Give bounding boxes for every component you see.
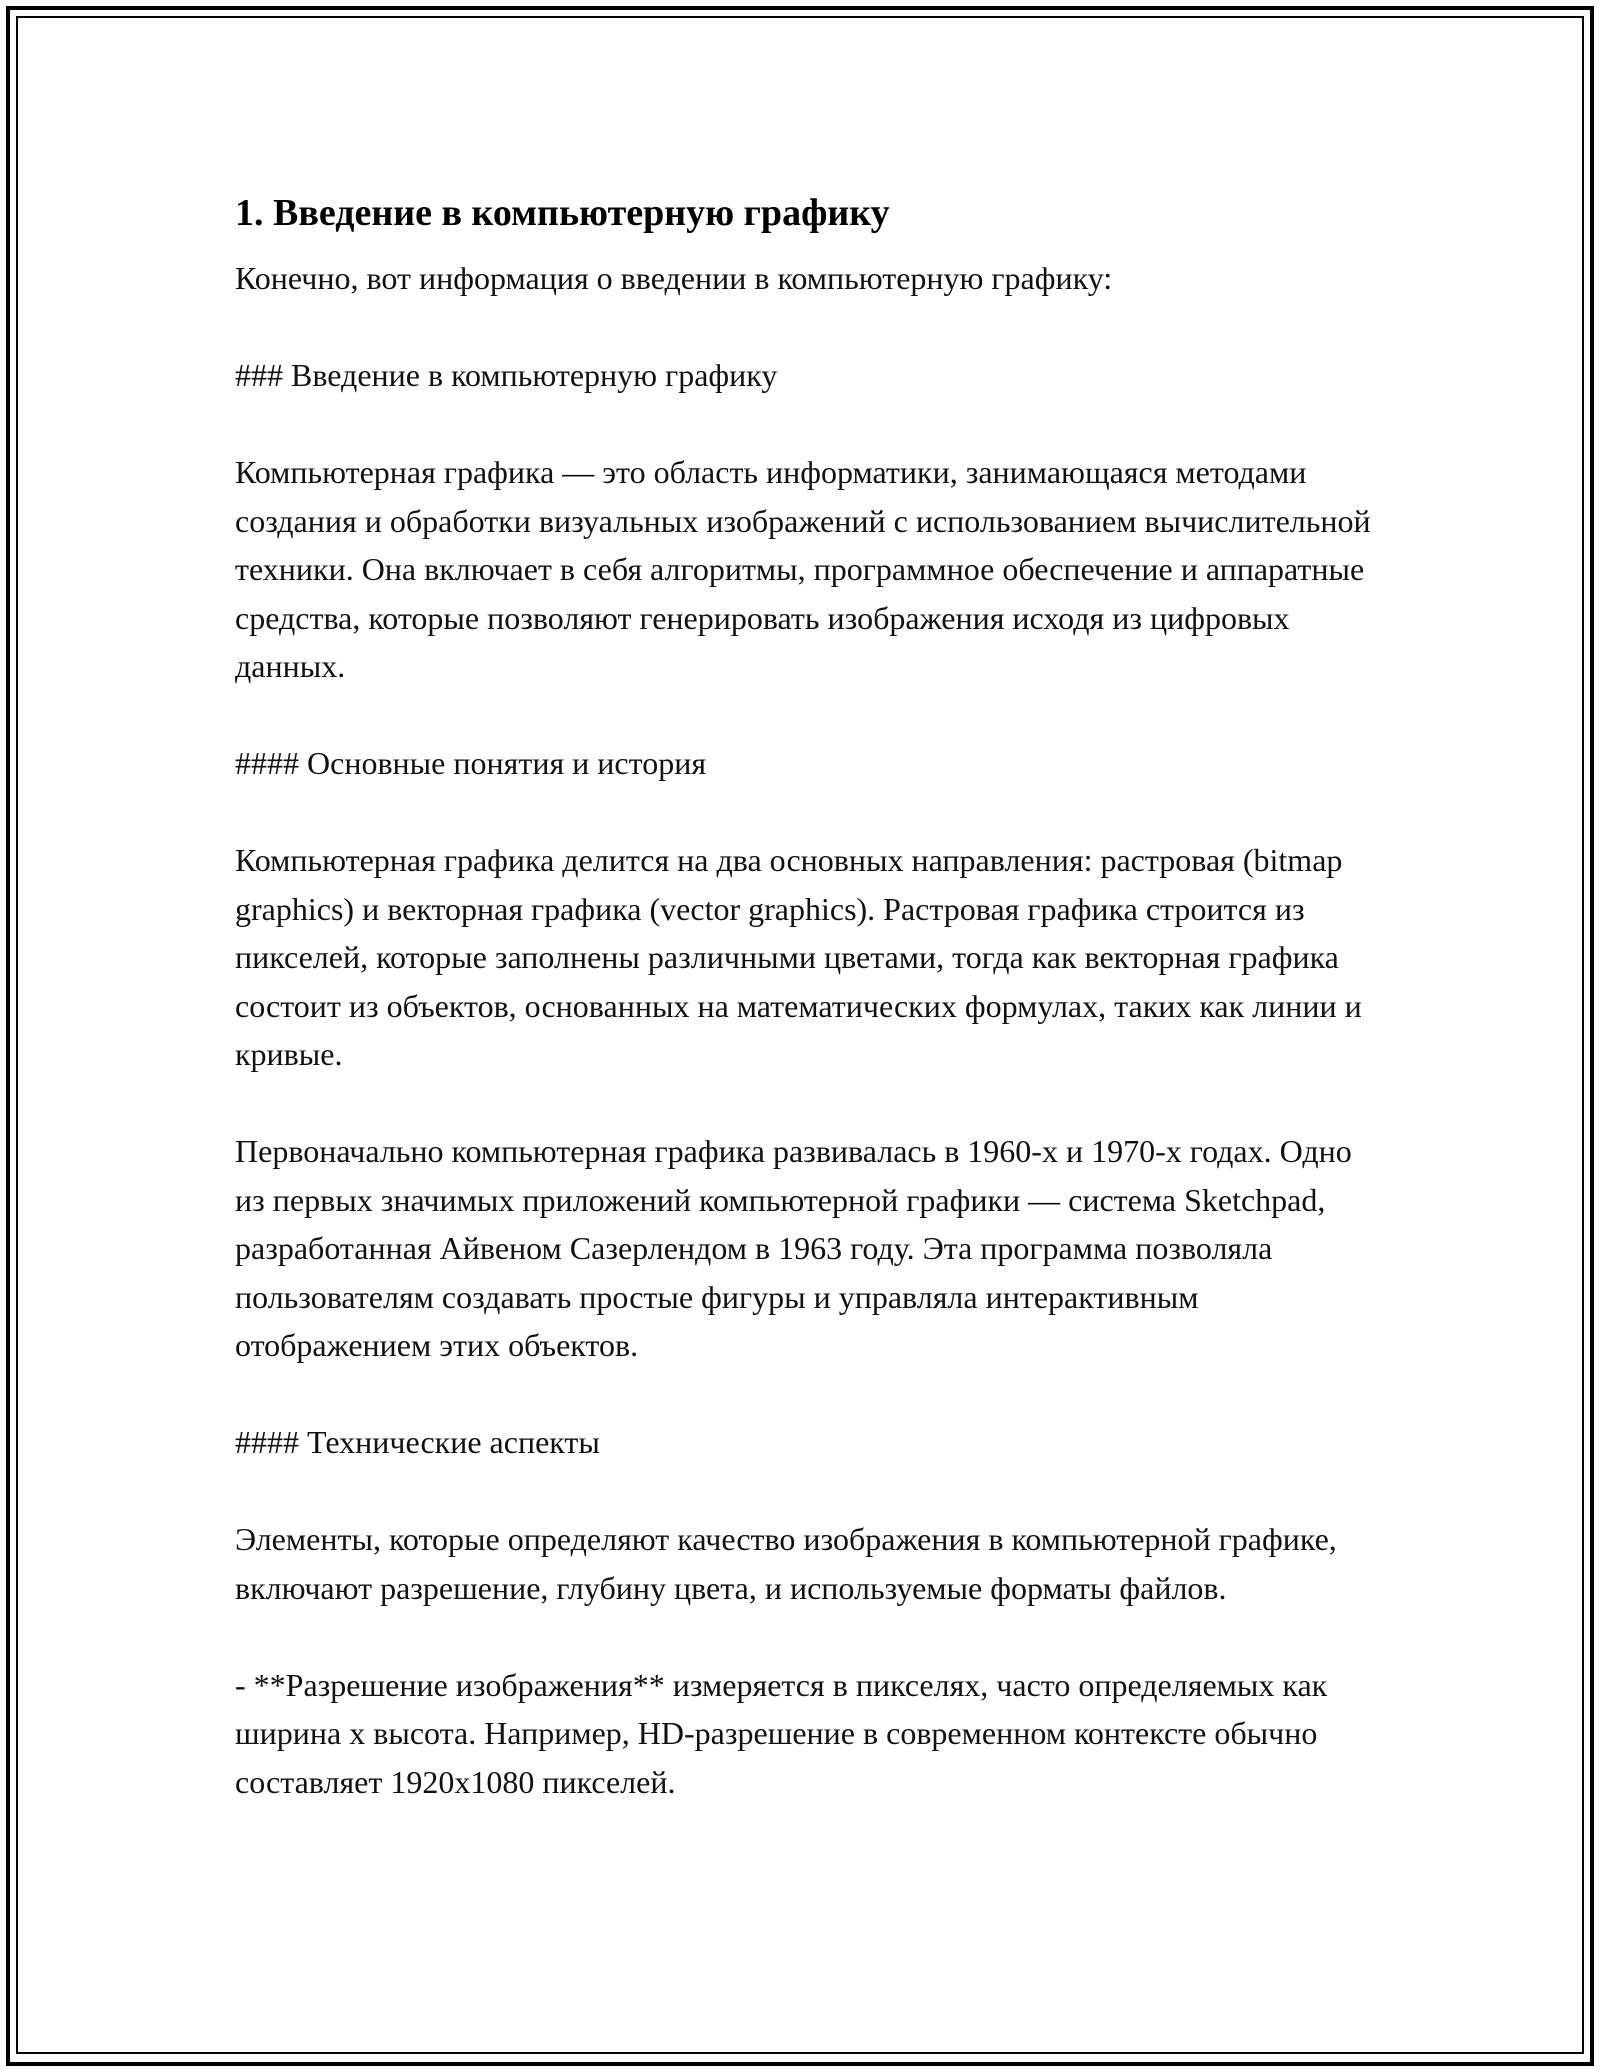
history-paragraph: Первоначально компьютерная графика развивалась в 1960-х и 1970-х годах. Одно из первых значимых приложений компьютерной графики — система Sketchpad, разработанная Айвеном Сазерлендом в 1963 году. Эта программа позволяла пользователям создавать простые фигуры и управляла интерактивным отображением этих объектов. — [235, 1133, 1352, 1363]
resolution-list-item: - **Разрешение изображения** измеряется в пикселях, часто определяемых как ширина x высота. Например, HD-разрешение в современном контексте обычно составляет 1920x1080 пикселей. — [235, 1666, 1328, 1800]
intro-paragraph: Конечно, вот информация о введении в компьютерную графику: — [235, 260, 1113, 296]
document-heading: 1. Введение в компьютерную графику — [235, 192, 890, 234]
quality-elements-paragraph: Элементы, которые определяют качество изображения в компьютерной графике, включают разрешение, глубину цвета, и используемые форматы файлов. — [235, 1521, 1337, 1606]
section-heading-markdown: ### Введение в компьютерную графику — [235, 357, 778, 393]
raster-vector-paragraph: Компьютерная графика делится на два основных направления: растровая (bitmap graphics) и векторная графика (vector graphics). Растровая графика строится из пикселей, которые заполнены различными цветами, тогда как векторная графика состоит из объектов, основанных на математических формулах, таких как линии и кривые. — [235, 842, 1362, 1072]
subsection-heading-history: #### Основные понятия и история — [235, 745, 707, 781]
subsection-heading-technical: #### Технические аспекты — [235, 1424, 600, 1460]
definition-paragraph: Компьютерная графика — это область информатики, занимающаяся методами создания и обработки визуальных изображений с использованием вычислительной техники. Она включает в себя алгоритмы, программное обеспечение и аппаратные средства, которые позволяют генерировать изображения исходя из цифровых данных. — [235, 454, 1371, 684]
document-page — [235, 184, 1385, 1806]
